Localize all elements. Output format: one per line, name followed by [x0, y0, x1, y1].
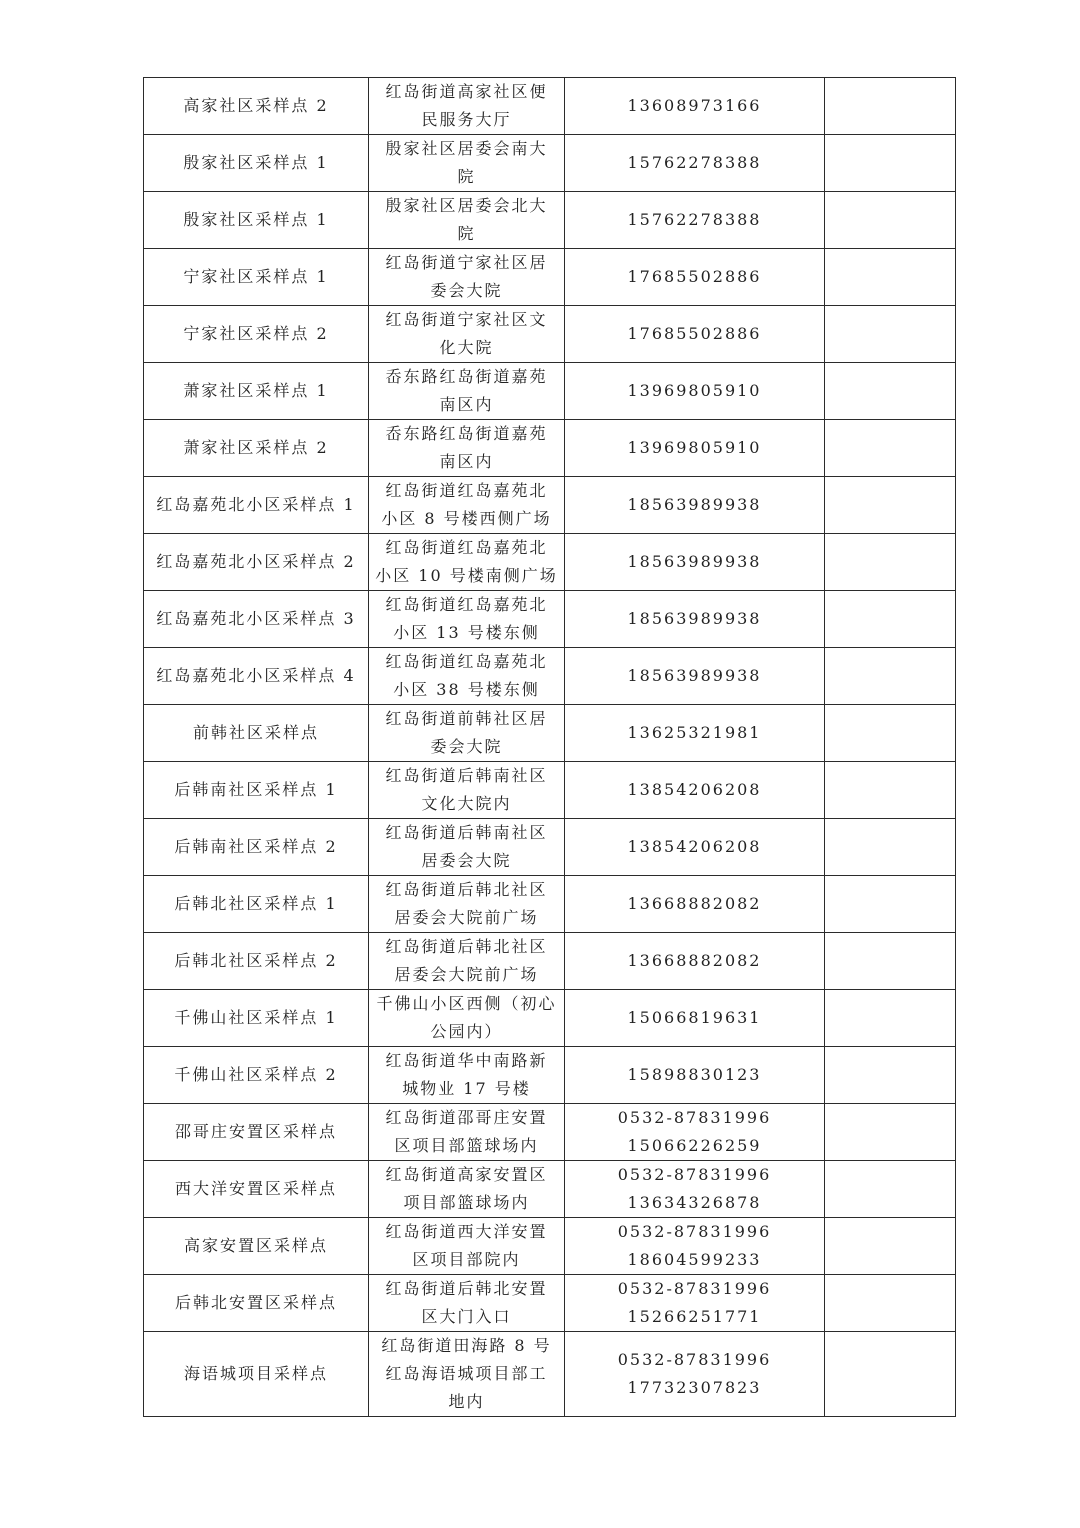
site-note — [825, 249, 956, 306]
site-address: 红岛街道前韩社区居 委会大院 — [369, 705, 565, 762]
table-row — [144, 1161, 956, 1218]
site-note — [825, 933, 956, 990]
table-row — [144, 363, 956, 420]
site-phone: 18563989938 — [565, 648, 825, 705]
table-row — [144, 648, 956, 705]
site-phone: 13854206208 — [565, 819, 825, 876]
table-row — [144, 420, 956, 477]
site-name: 后韩北安置区采样点 — [144, 1275, 369, 1332]
site-note — [825, 420, 956, 477]
site-name: 千佛山社区采样点 1 — [144, 990, 369, 1047]
site-name: 高家安置区采样点 — [144, 1218, 369, 1275]
site-note — [825, 705, 956, 762]
site-name: 萧家社区采样点 1 — [144, 363, 369, 420]
table-row — [144, 1332, 956, 1417]
site-note — [825, 1047, 956, 1104]
table-body — [144, 78, 956, 1417]
table-row — [144, 876, 956, 933]
table-row — [144, 1275, 956, 1332]
sampling-sites-table — [143, 77, 956, 1417]
site-address: 岙东路红岛街道嘉苑 南区内 — [369, 420, 565, 477]
table-row — [144, 249, 956, 306]
table-row — [144, 78, 956, 135]
site-name: 后韩南社区采样点 2 — [144, 819, 369, 876]
site-phone: 15898830123 — [565, 1047, 825, 1104]
site-name: 前韩社区采样点 — [144, 705, 369, 762]
site-address: 红岛街道华中南路新 城物业 17 号楼 — [369, 1047, 565, 1104]
table-row — [144, 933, 956, 990]
site-phone: 13625321981 — [565, 705, 825, 762]
site-name: 高家社区采样点 2 — [144, 78, 369, 135]
site-note — [825, 591, 956, 648]
table-row — [144, 1218, 956, 1275]
site-note — [825, 1332, 956, 1417]
site-name: 宁家社区采样点 2 — [144, 306, 369, 363]
site-note — [825, 1104, 956, 1161]
site-address: 红岛街道后韩南社区 文化大院内 — [369, 762, 565, 819]
site-address: 红岛街道红岛嘉苑北 小区 8 号楼西侧广场 — [369, 477, 565, 534]
site-address: 千佛山小区西侧（初心 公园内） — [369, 990, 565, 1047]
site-name: 后韩北社区采样点 2 — [144, 933, 369, 990]
site-phone: 0532-87831996 15066226259 — [565, 1104, 825, 1161]
table-row — [144, 1104, 956, 1161]
site-name: 红岛嘉苑北小区采样点 4 — [144, 648, 369, 705]
table-row — [144, 705, 956, 762]
table-row — [144, 135, 956, 192]
site-address: 红岛街道高家社区便 民服务大厅 — [369, 78, 565, 135]
site-note — [825, 1161, 956, 1218]
site-note — [825, 363, 956, 420]
site-phone: 15762278388 — [565, 135, 825, 192]
table-row — [144, 1047, 956, 1104]
site-note — [825, 1275, 956, 1332]
table-row — [144, 192, 956, 249]
table-row — [144, 819, 956, 876]
site-note — [825, 990, 956, 1047]
site-address: 红岛街道西大洋安置 区项目部院内 — [369, 1218, 565, 1275]
site-note — [825, 192, 956, 249]
site-phone: 0532-87831996 17732307823 — [565, 1332, 825, 1417]
site-address: 红岛街道后韩南社区 居委会大院 — [369, 819, 565, 876]
site-address: 红岛街道邵哥庄安置 区项目部篮球场内 — [369, 1104, 565, 1161]
site-address: 红岛街道后韩北社区 居委会大院前广场 — [369, 876, 565, 933]
site-phone: 15762278388 — [565, 192, 825, 249]
site-phone: 0532-87831996 18604599233 — [565, 1218, 825, 1275]
site-note — [825, 876, 956, 933]
site-phone: 13969805910 — [565, 363, 825, 420]
site-name: 千佛山社区采样点 2 — [144, 1047, 369, 1104]
site-note — [825, 135, 956, 192]
site-address: 殷家社区居委会北大 院 — [369, 192, 565, 249]
site-phone: 13668882082 — [565, 876, 825, 933]
site-address: 红岛街道后韩北安置 区大门入口 — [369, 1275, 565, 1332]
site-name: 海语城项目采样点 — [144, 1332, 369, 1417]
site-name: 萧家社区采样点 2 — [144, 420, 369, 477]
site-note — [825, 819, 956, 876]
site-phone: 17685502886 — [565, 306, 825, 363]
table-row — [144, 477, 956, 534]
site-address: 红岛街道宁家社区文 化大院 — [369, 306, 565, 363]
site-name: 红岛嘉苑北小区采样点 1 — [144, 477, 369, 534]
site-note — [825, 78, 956, 135]
site-name: 后韩北社区采样点 1 — [144, 876, 369, 933]
table-row — [144, 762, 956, 819]
site-name: 红岛嘉苑北小区采样点 2 — [144, 534, 369, 591]
site-address: 红岛街道高家安置区 项目部篮球场内 — [369, 1161, 565, 1218]
site-name: 西大洋安置区采样点 — [144, 1161, 369, 1218]
site-name: 红岛嘉苑北小区采样点 3 — [144, 591, 369, 648]
table-row — [144, 591, 956, 648]
site-note — [825, 648, 956, 705]
site-note — [825, 477, 956, 534]
site-phone: 13969805910 — [565, 420, 825, 477]
site-address: 红岛街道红岛嘉苑北 小区 10 号楼南侧广场 — [369, 534, 565, 591]
site-address: 殷家社区居委会南大 院 — [369, 135, 565, 192]
table-row — [144, 306, 956, 363]
site-note — [825, 762, 956, 819]
site-name: 邵哥庄安置区采样点 — [144, 1104, 369, 1161]
site-address: 红岛街道红岛嘉苑北 小区 13 号楼东侧 — [369, 591, 565, 648]
site-phone: 18563989938 — [565, 477, 825, 534]
site-phone: 15066819631 — [565, 990, 825, 1047]
site-phone: 13854206208 — [565, 762, 825, 819]
table-row — [144, 990, 956, 1047]
site-phone: 13668882082 — [565, 933, 825, 990]
site-phone: 13608973166 — [565, 78, 825, 135]
site-phone: 18563989938 — [565, 591, 825, 648]
site-name: 殷家社区采样点 1 — [144, 192, 369, 249]
table-row — [144, 534, 956, 591]
site-address: 红岛街道后韩北社区 居委会大院前广场 — [369, 933, 565, 990]
site-address: 红岛街道田海路 8 号 红岛海语城项目部工 地内 — [369, 1332, 565, 1417]
site-note — [825, 1218, 956, 1275]
site-phone: 0532-87831996 13634326878 — [565, 1161, 825, 1218]
site-phone: 17685502886 — [565, 249, 825, 306]
site-name: 宁家社区采样点 1 — [144, 249, 369, 306]
site-name: 后韩南社区采样点 1 — [144, 762, 369, 819]
site-phone: 0532-87831996 15266251771 — [565, 1275, 825, 1332]
site-address: 岙东路红岛街道嘉苑 南区内 — [369, 363, 565, 420]
site-address: 红岛街道宁家社区居 委会大院 — [369, 249, 565, 306]
site-name: 殷家社区采样点 1 — [144, 135, 369, 192]
site-note — [825, 534, 956, 591]
site-phone: 18563989938 — [565, 534, 825, 591]
site-note — [825, 306, 956, 363]
site-address: 红岛街道红岛嘉苑北 小区 38 号楼东侧 — [369, 648, 565, 705]
